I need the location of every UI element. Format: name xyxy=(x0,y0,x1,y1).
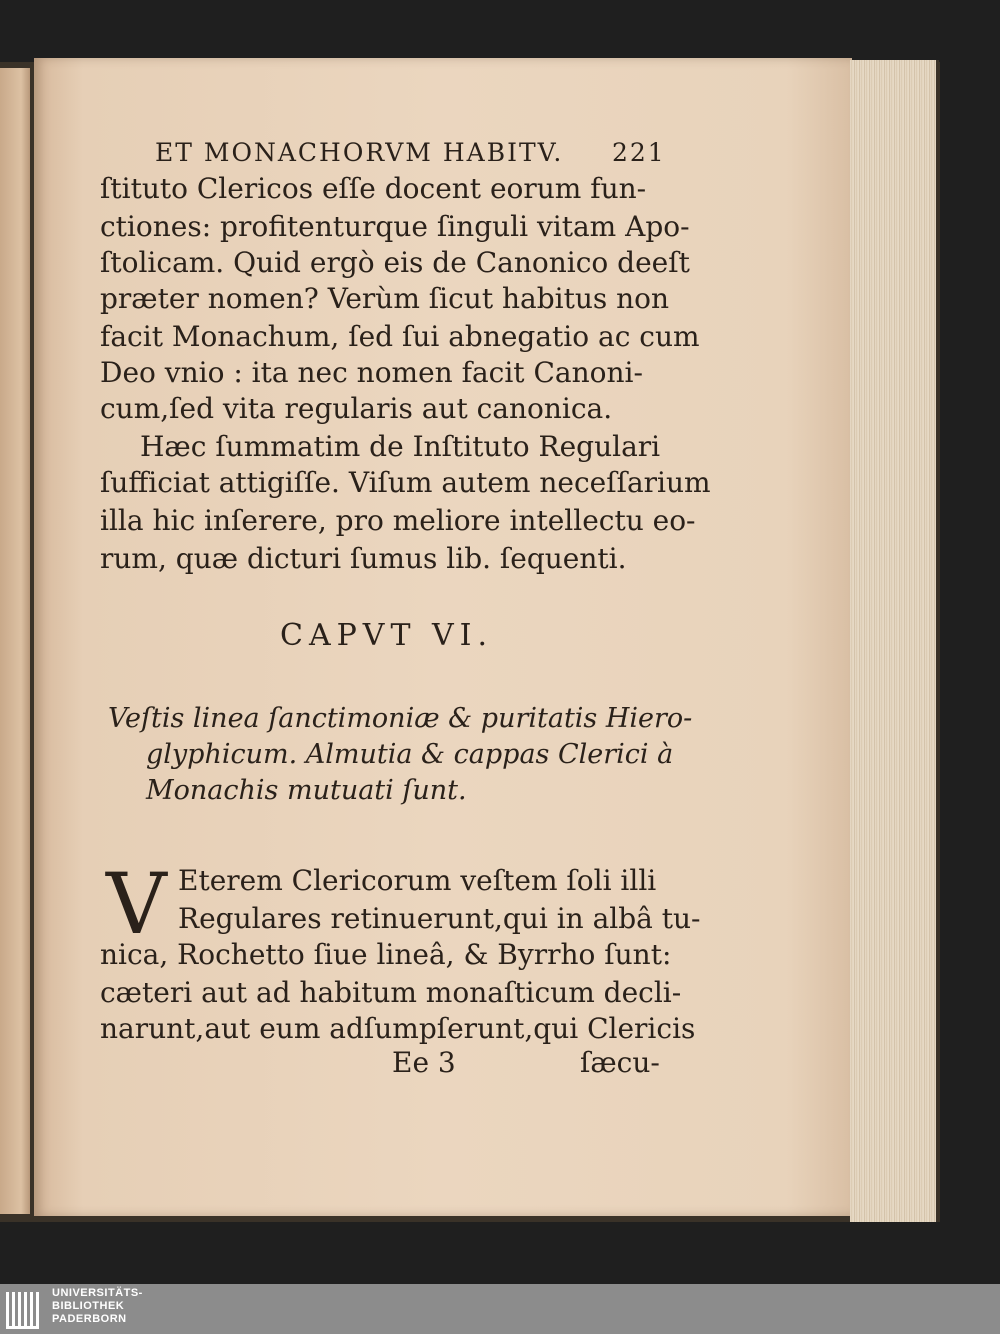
text-line: facit Monachum, ſed ſui abnegatio ac cum xyxy=(100,320,700,353)
library-name-line: BIBLIOTHEK xyxy=(52,1300,125,1312)
summary-line: Monachis mutuati ſunt. xyxy=(146,775,467,806)
text-line: ſtolicam. Quid ergò eis de Canonico deeſt xyxy=(100,246,690,279)
text-line: nica, Rochetto ſiue lineâ, & Byrrho ſunt: xyxy=(100,938,672,971)
text-line: ſufficiat attigiſſe. Viſum autem neceſſarium xyxy=(100,466,711,499)
text-line: Eterem Clericorum veſtem ſoli illi xyxy=(178,864,657,897)
summary-line: glyphicum. Almutia & cappas Clerici à xyxy=(146,739,674,770)
signature-mark: Ee 3 xyxy=(392,1046,456,1079)
text-line: Deo vnio : ita nec nomen facit Canoni- xyxy=(100,356,643,389)
text-line: narunt,aut eum adſumpſerunt,qui Clericis xyxy=(100,1012,696,1045)
library-name-line: UNIVERSITÄTS- xyxy=(52,1287,143,1299)
catchword: ſæcu- xyxy=(580,1046,660,1079)
library-name-line: PADERBORN xyxy=(52,1313,127,1325)
library-name xyxy=(52,1287,143,1326)
text-line: præter nomen? Verùm ſicut habitus non xyxy=(100,282,670,315)
summary-line: Veſtis linea ſanctimoniæ & puritatis Hiero- xyxy=(108,703,693,734)
running-title: ET MONACHORVM HABITV. xyxy=(155,138,564,167)
left-page-edge xyxy=(0,68,30,1214)
library-footer xyxy=(0,1284,1000,1334)
text-line: ctiones: profitenturque ſinguli vitam Apo- xyxy=(100,210,690,243)
page-edges xyxy=(850,60,939,1222)
library-logo-icon xyxy=(4,1288,44,1330)
text-line: rum, quæ dicturi ſumus lib. ſequenti. xyxy=(100,542,627,575)
text-line: illa hic inſerere, pro meliore intellectu eo- xyxy=(100,504,696,537)
drop-cap: V xyxy=(106,855,167,953)
page-number: 221 xyxy=(612,138,666,167)
text-line: Hæc ſummatim de Inſtituto Regulari xyxy=(140,430,661,463)
text-line: Regulares retinuerunt,qui in albâ tu- xyxy=(178,902,701,935)
text-line: cæteri aut ad habitum monaſticum decli- xyxy=(100,976,682,1009)
text-line: cum,ſed vita regularis aut canonica. xyxy=(100,392,613,425)
chapter-heading: CAPVT VI. xyxy=(280,618,494,653)
text-line: ſtituto Clericos eſſe docent eorum fun- xyxy=(100,172,647,205)
